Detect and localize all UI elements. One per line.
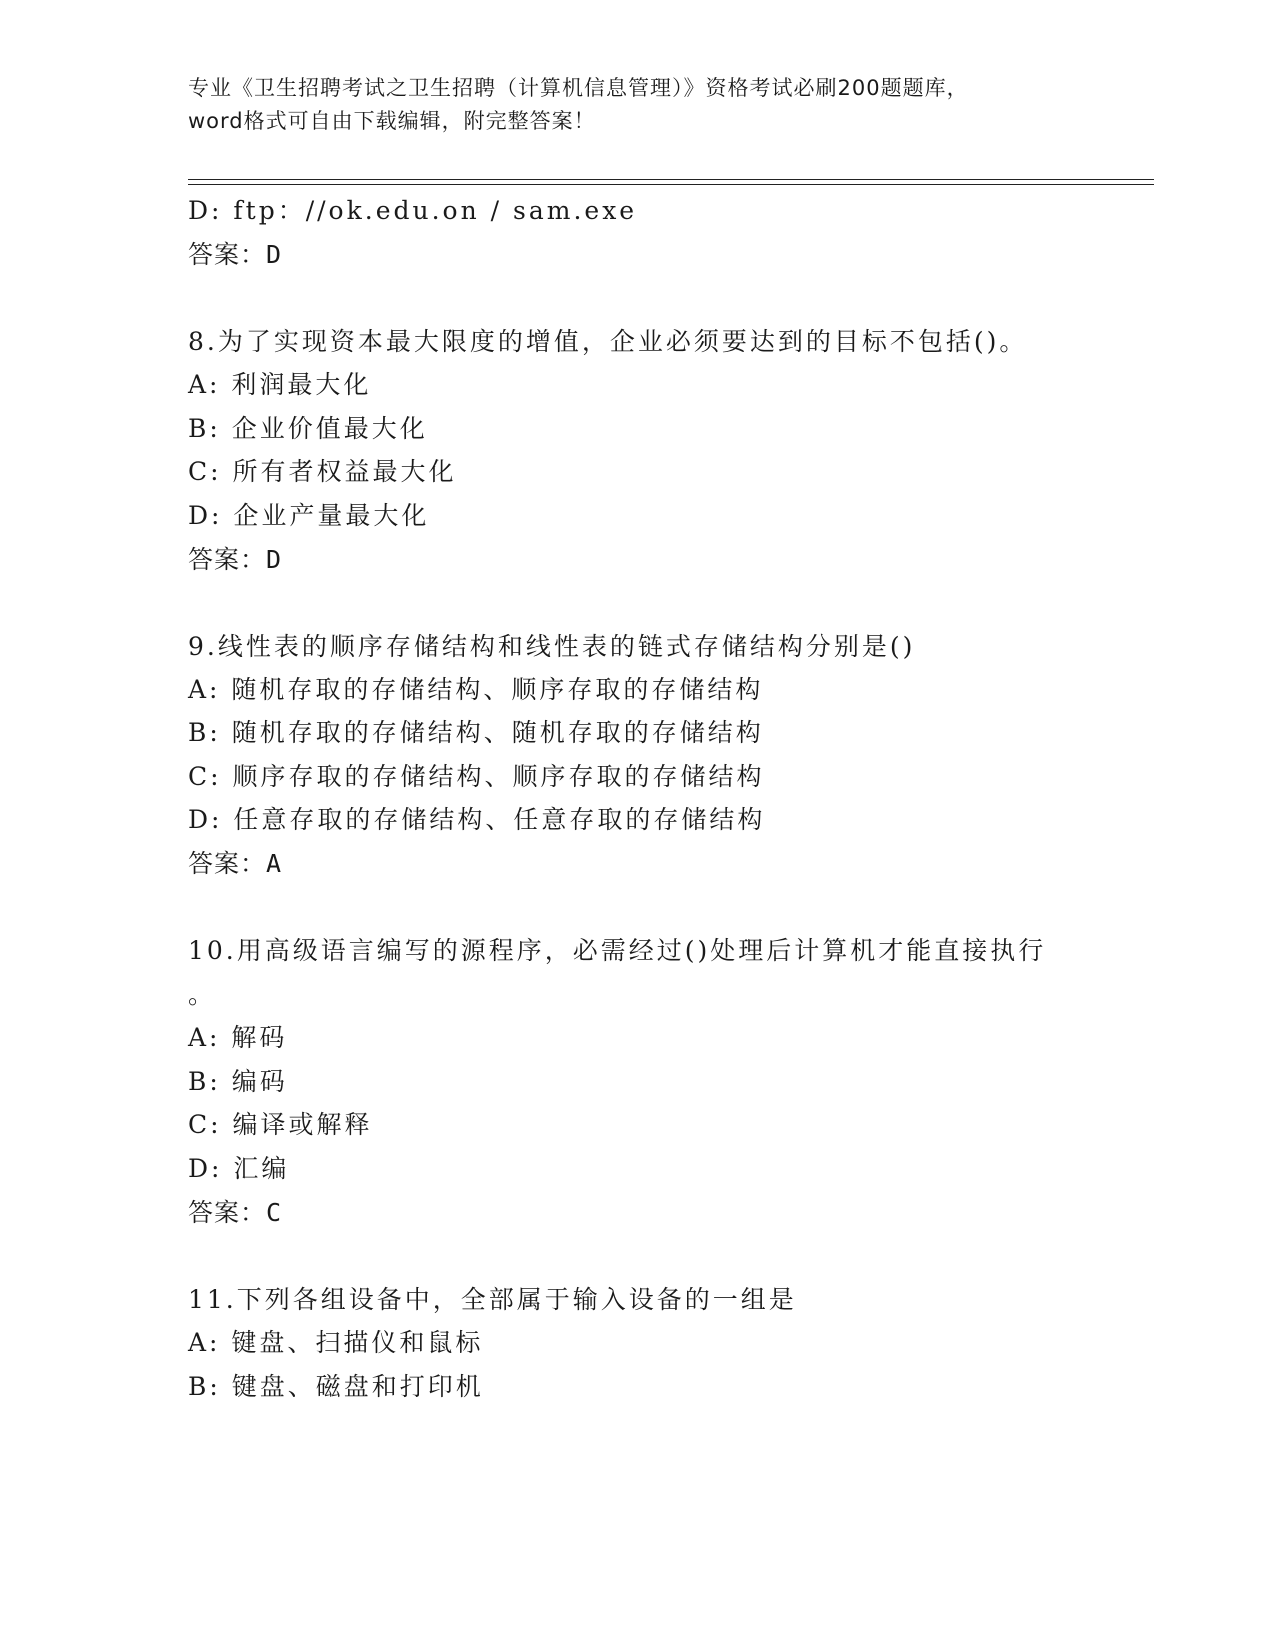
question-stem: 9.线性表的顺序存储结构和线性表的链式存储结构分别是() (188, 632, 916, 661)
option-b: B: 随机存取的存储结构、随机存取的存储结构 (188, 718, 764, 747)
answer-label: 答案： (188, 240, 267, 269)
answer-line (188, 1198, 282, 1228)
option-b: B: 企业价值最大化 (188, 414, 428, 443)
option-a: A: 解码 (188, 1023, 288, 1052)
answer-line (188, 545, 282, 575)
option-d: D: 汇编 (188, 1154, 290, 1183)
option-b: B: 编码 (188, 1067, 288, 1096)
option-a: A: 键盘、扫描仪和鼠标 (188, 1328, 484, 1357)
option-c: C: 所有者权益最大化 (188, 457, 457, 486)
option-a: A: 利润最大化 (188, 370, 372, 399)
document-header (188, 72, 1088, 138)
answer-value: D (266, 240, 283, 269)
header-divider (188, 179, 1154, 180)
answer-value: A (266, 849, 283, 878)
question-stem-continuation: 。 (188, 980, 217, 1009)
option-d: D: 企业产量最大化 (188, 501, 430, 530)
question-stem: 8.为了实现资本最大限度的增值，企业必须要达到的目标不包括()。 (188, 327, 1028, 356)
header-line-1: 专业《卫生招聘考试之卫生招聘（计算机信息管理）》资格考试必刷200题题库， (188, 76, 969, 100)
option-a: A: 随机存取的存储结构、顺序存取的存储结构 (188, 675, 764, 704)
answer-label: 答案： (188, 1198, 267, 1227)
answer-line (188, 240, 282, 270)
question-stem: 10.用高级语言编写的源程序，必需经过()处理后计算机才能直接执行 (188, 936, 1047, 965)
option-b: B: 键盘、磁盘和打印机 (188, 1372, 484, 1401)
answer-label: 答案： (188, 545, 267, 574)
header-line-2: word格式可自由下载编辑，附完整答案！ (188, 109, 596, 133)
option-c: C: 编译或解释 (188, 1110, 373, 1139)
option-d: D: ftp：//ok.edu.on / sam.exe (188, 196, 638, 225)
header-divider-double (188, 184, 1154, 185)
answer-label: 答案： (188, 849, 267, 878)
answer-value: C (266, 1198, 283, 1227)
answer-line (188, 849, 282, 879)
answer-value: D (266, 545, 283, 574)
question-stem: 11.下列各组设备中，全部属于输入设备的一组是 (188, 1285, 797, 1314)
option-c: C: 顺序存取的存储结构、顺序存取的存储结构 (188, 762, 765, 791)
option-d: D: 任意存取的存储结构、任意存取的存储结构 (188, 805, 766, 834)
